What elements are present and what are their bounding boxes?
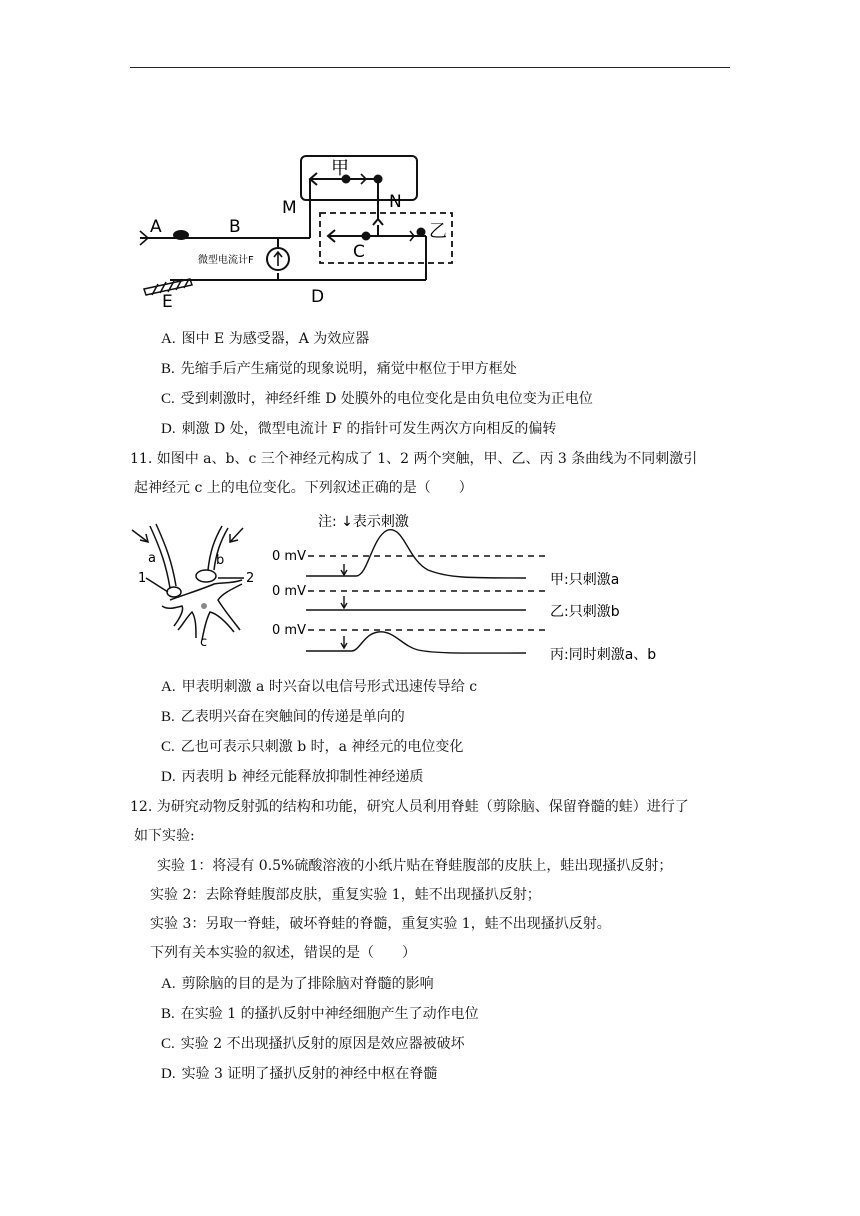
- label-N: N: [389, 192, 402, 212]
- q12-option-a: A. 剪除脑的目的是为了排除脑对脊髓的影响: [161, 976, 434, 992]
- neuron-label-c: c: [200, 635, 208, 650]
- q12-stem-line1: 12. 为研究动物反射弧的结构和功能，研究人员利用脊蛙（剪除脑、保留脊髓的蛙）进行了: [130, 799, 689, 815]
- reflex-arc-diagram: [130, 145, 470, 315]
- q10-option-b: B. 先缩手后产生痛觉的现象说明，痛觉中枢位于甲方框处: [161, 361, 517, 377]
- q12-stem-line2: 如下实验:: [134, 828, 195, 844]
- q12-option-b: B. 在实验 1 的搔扒反射中神经细胞产生了动作电位: [161, 1006, 479, 1022]
- curve-label-jia: 甲:只刺激a: [550, 572, 620, 588]
- q11-option-d: D. 丙表明 b 神经元能释放抑制性神经递质: [161, 769, 424, 785]
- q12-option-d: D. 实验 3 证明了搔扒反射的神经中枢在脊髓: [161, 1066, 438, 1082]
- q11-option-a: A. 甲表明刺激 a 时兴奋以电信号形式迅速传导给 c: [161, 679, 478, 695]
- curve-label-bing: 丙:同时刺激a、b: [550, 647, 657, 663]
- q12-exp3: 实验 3：另取一脊蛙，破坏脊蛙的脊髓，重复实验 1，蛙不出现搔扒反射。: [150, 916, 611, 932]
- header-rule: [130, 67, 730, 68]
- label-C: C: [353, 242, 365, 262]
- neuron-label-b: b: [216, 553, 225, 568]
- potential-curves: [268, 508, 688, 666]
- neuron-diagram: [126, 518, 276, 658]
- zero-label-3: 0 mV: [272, 623, 306, 638]
- q12-option-c: C. 实验 2 不出现搔扒反射的原因是效应器被破坏: [161, 1036, 465, 1052]
- q11-stem-line1: 11. 如图中 a、b、c 三个神经元构成了 1、2 两个突触，甲、乙、丙 3 条曲线为不同刺激引: [130, 451, 698, 467]
- label-A: A: [150, 217, 162, 237]
- q11-option-b: B. 乙表明兴奋在突触间的传递是单向的: [161, 709, 405, 725]
- label-B: B: [229, 217, 241, 237]
- zero-label-1: 0 mV: [272, 549, 306, 564]
- q10-option-c: C. 受到刺激时，神经纤维 D 处膜外的电位变化是由负电位变为正电位: [161, 391, 593, 407]
- q10-option-a: A. 图中 E 为感受器，A 为效应器: [161, 331, 370, 347]
- label-jia: 甲: [331, 158, 349, 179]
- meter-label: 微型电流计F: [198, 255, 254, 266]
- zero-label-2: 0 mV: [272, 584, 306, 599]
- label-M: M: [282, 198, 297, 218]
- synapse-label-2: 2: [246, 571, 255, 586]
- q10-option-d: D. 刺激 D 处，微型电流计 F 的指针可发生两次方向相反的偏转: [161, 421, 557, 437]
- q12-question: 下列有关本实验的叙述，错误的是（ ）: [150, 945, 416, 961]
- q12-exp2: 实验 2：去除脊蛙腹部皮肤，重复实验 1，蛙不出现搔扒反射；: [150, 887, 541, 903]
- figure-note: 注: ↓表示刺激: [318, 514, 409, 530]
- curve-label-yi: 乙:只刺激b: [550, 604, 620, 620]
- label-D: D: [311, 287, 325, 307]
- q11-stem-line2: 起神经元 c 上的电位变化。下列叙述正确的是（ ）: [134, 480, 473, 496]
- neuron-label-a: a: [148, 551, 156, 566]
- synapse-label-1: 1: [138, 571, 147, 586]
- label-yi: 乙: [429, 221, 447, 242]
- q12-exp1: 实验 1：将浸有 0.5%硫酸溶液的小纸片贴在脊蛙腹部的皮肤上，蛙出现搔扒反射；: [157, 858, 673, 874]
- label-E: E: [162, 292, 173, 312]
- q11-option-c: C. 乙也可表示只刺激 b 时，a 神经元的电位变化: [161, 739, 464, 755]
